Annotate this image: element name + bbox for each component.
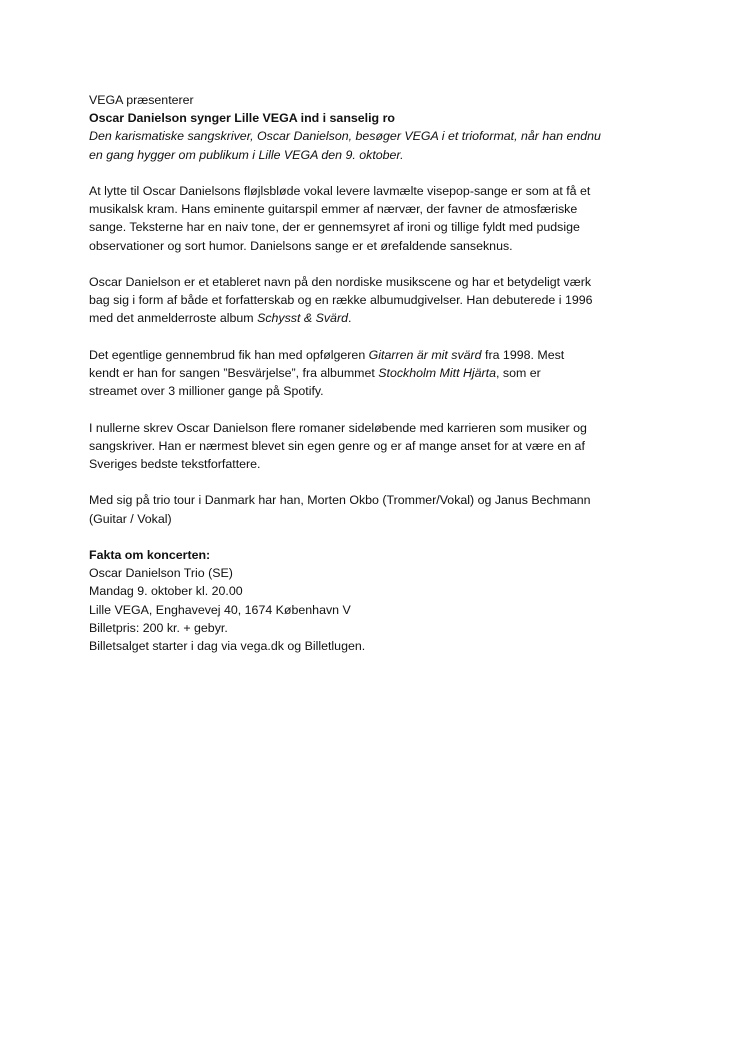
paragraph-line: streamet over 3 millioner gange på Spotify. xyxy=(89,384,324,399)
lead-line-2: en gang hygger om publikum i Lille VEGA den 9. oktober. xyxy=(89,147,404,162)
paragraph-line: At lytte til Oscar Danielsons fløjlsbløde vokal levere lavmælte visepop-sange er som at få et xyxy=(89,184,591,198)
paragraph-novels xyxy=(89,419,669,474)
facts-item: Billetpris: 200 kr. + gebyr. xyxy=(89,620,228,635)
facts-heading: Fakta om koncerten: xyxy=(89,547,211,562)
paragraph-line: observationer og sort humor. Danielsons sange er et ørefaldende sanseknus. xyxy=(89,238,513,253)
paragraph-line: Oscar Danielson er et etableret navn på den nordiske musikscene og har et betydeligt værk xyxy=(89,275,592,289)
facts-block xyxy=(89,546,669,655)
text-segment: . xyxy=(347,311,352,326)
text-segment: fra 1998. Mest xyxy=(481,347,565,362)
text-segment: kendt er han for sangen ”Besvärjelse”, fra albummet xyxy=(89,366,379,380)
paragraph-line: musikalsk kram. Hans eminente guitarspil emmer af nærvær, der favner de atmosfæriske xyxy=(89,202,578,217)
paragraph-line xyxy=(89,346,669,364)
text-segment: Det egentlige gennembrud fik han med opfølgeren xyxy=(89,347,369,362)
paragraph-vocal xyxy=(89,182,669,255)
paragraph-line: Sveriges bedste tekstforfattere. xyxy=(89,457,261,471)
header-block xyxy=(89,91,669,164)
paragraph-line: sangskriver. Han er nærmest blevet sin egen genre og er af mange anset for at være en af xyxy=(89,438,585,453)
paragraph-breakthrough xyxy=(89,346,669,401)
album-title: Stockholm Mitt Hjärta xyxy=(378,366,497,380)
lead-line-1: Den karismatiske sangskriver, Oscar Danielson, besøger VEGA i et trioformat, når han endnu xyxy=(89,129,601,144)
presenter-line: VEGA præsenterer xyxy=(89,93,194,107)
paragraph-band xyxy=(89,491,669,527)
press-release xyxy=(89,91,669,655)
paragraph-career xyxy=(89,273,669,328)
paragraph-line: bag sig i form af både et forfatterskab og en række albumudgivelser. Han debuterede i 1996 xyxy=(89,293,593,308)
paragraph-line: sange. Teksterne har en naiv tone, der er gennemsyret af ironi og tillige fyldt med pudsige xyxy=(89,220,580,235)
paragraph-line xyxy=(89,309,669,327)
paragraph-line: I nullerne skrev Oscar Danielson flere romaner sideløbende med karrieren som musiker og xyxy=(89,420,587,435)
album-title: Gitarren är mit svärd xyxy=(368,347,482,362)
facts-item: Billetsalget starter i dag via vega.dk og Billetlugen. xyxy=(89,639,366,653)
text-segment: med det anmelderroste album xyxy=(89,311,258,326)
text-segment: , som er xyxy=(496,366,541,380)
facts-item: Oscar Danielson Trio (SE) xyxy=(89,566,233,581)
paragraph-line: Med sig på trio tour i Danmark har han, Morten Okbo (Trommer/Vokal) og Janus Bechmann xyxy=(89,493,591,508)
paragraph-line xyxy=(89,364,669,382)
headline: Oscar Danielson synger Lille VEGA ind i sanselig ro xyxy=(89,111,395,126)
paragraph-line: (Guitar / Vokal) xyxy=(89,511,172,526)
album-title: Schysst & Svärd xyxy=(257,311,348,326)
facts-item: Mandag 9. oktober kl. 20.00 xyxy=(89,584,243,599)
facts-item: Lille VEGA, Enghavevej 40, 1674 København V xyxy=(89,602,351,617)
